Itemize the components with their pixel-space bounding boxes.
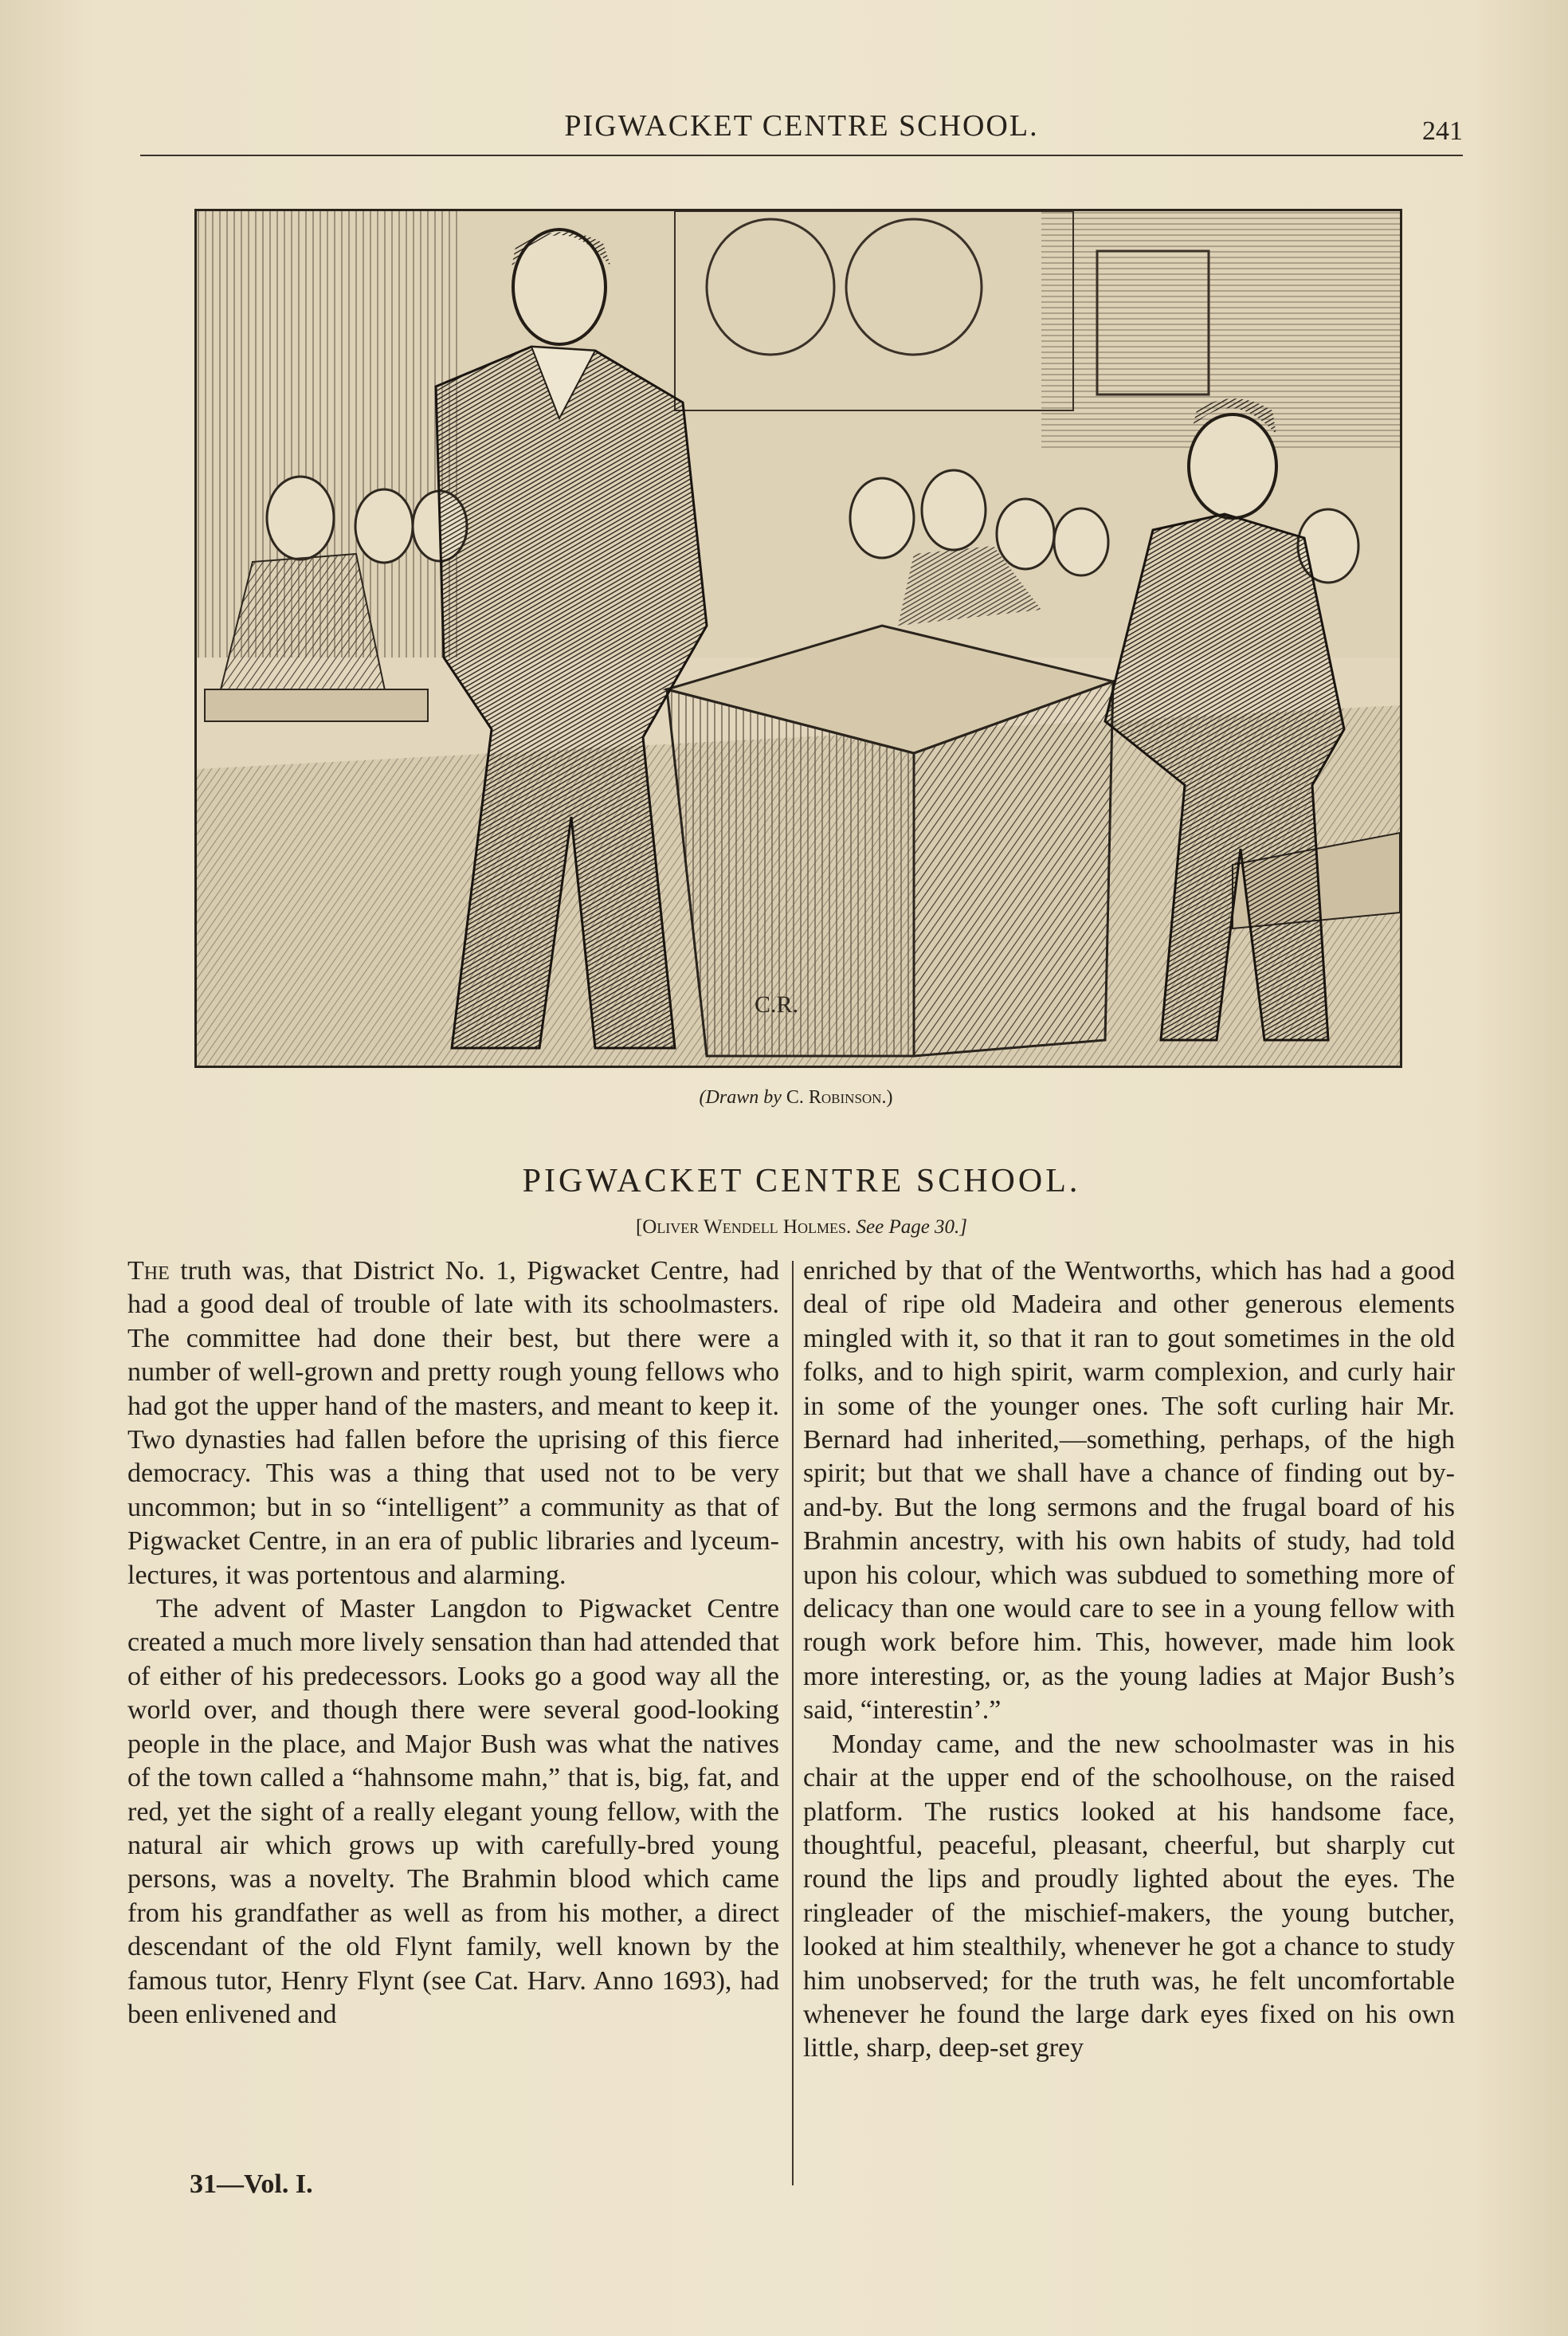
engraving-illustration — [194, 209, 1402, 1068]
right-column — [803, 1254, 1455, 2066]
running-title: PIGWACKET CENTRE SCHOOL. — [564, 109, 1039, 143]
article-title: PIGWACKET CENTRE SCHOOL. — [522, 1163, 1081, 1199]
right-paragraph-2: Monday came, and the new schoolmaster was in his chair at the upper end of the schoolhouse, on the raised platform. The rustics looked at his handsome face, thoughtful, peaceful, pleasant, cheerful, but sharply cut round the lips and proudly lighted about the eyes. The ringleader of the mischief-makers, the young butcher, looked at him stealthily, whenever he got a chance to study him unobserved; for the truth was, he felt uncomfortable whenever he found the large dark eyes fixed on his own little, sharp, deep-set grey — [803, 1729, 1455, 2063]
signature-mark: 31—Vol. I. — [190, 2169, 313, 2199]
left-paragraph-1-text: truth was, that District No. 1, Pigwacket Centre, had had a good deal of trouble of late with its schoolmasters. The committee had done their best, but there were a number of well-grown and pretty rough young fellows who had got the upper hand of the masters, and meant to keep it. Two dynasties had fallen before the uprising of this fierce democracy. This was a thing that used not to be very uncommon; but in so “intelligent” a community as that of Pigwacket Centre, in an era of public libraries and lyceum-lectures, it was portentous and alarming. — [127, 1256, 779, 1590]
credit-name: C. Robinson.) — [786, 1087, 893, 1108]
page-number: 241 — [1422, 116, 1463, 146]
running-head — [140, 102, 1463, 156]
left-paragraph-2: The advent of Master Langdon to Pigwacket Centre created a much more lively sensation than had attended that of either of his predecessors. Looks go a good way all the world over, and though there were several good-looking people in the place, and Major Bush was what the natives of the town called a “hahnsome mahn,” that is, big, fat, and red, yet the sight of a really elegant young fellow, with the natural air which grows up with carefully-bred young persons, was a novelty. The Brahmin blood which came from his grandfather as well as from his mother, a direct descendant of the old Flynt family, well known by the famous tutor, Henry Flynt (see Cat. Harv. Anno 1693), had been enlivened and — [127, 1594, 779, 2029]
byline-author: [Oliver Wendell Holmes. — [635, 1216, 852, 1238]
engraving-drawing — [197, 211, 1400, 1066]
illustration-credit — [194, 1087, 1397, 1109]
left-column — [127, 1254, 779, 2032]
byline-page: See Page 30.] — [856, 1216, 968, 1238]
dropcap-word: The — [127, 1256, 170, 1286]
credit-prefix: (Drawn by — [699, 1087, 782, 1108]
left-paragraph-1 — [127, 1254, 779, 1592]
column-divider — [792, 1261, 794, 2185]
byline — [140, 1216, 1463, 1239]
right-paragraph-1: enriched by that of the Wentworths, which has had a good deal of ripe old Madeira and other generous elements mingled with it, so that it ran to gout sometimes in the old folks, and to high spirit, warm complexion, and curly hair in some of the younger ones. The soft curling hair Mr. Bernard had inherited,—something, perhaps, of the high spirit; but that we shall have a chance of finding out by-and-by. But the long sermons and the frugal board of his Brahmin ancestry, with his own habits of study, had told upon his colour, which was subdued to something more of delicacy than one would care to see in a young fellow with rough work before him. This, however, made him look more interesting, or, as the young ladies at Major Bush’s said, “interestin’.” — [803, 1256, 1455, 1725]
artist-monogram: C.R. — [755, 991, 799, 1018]
